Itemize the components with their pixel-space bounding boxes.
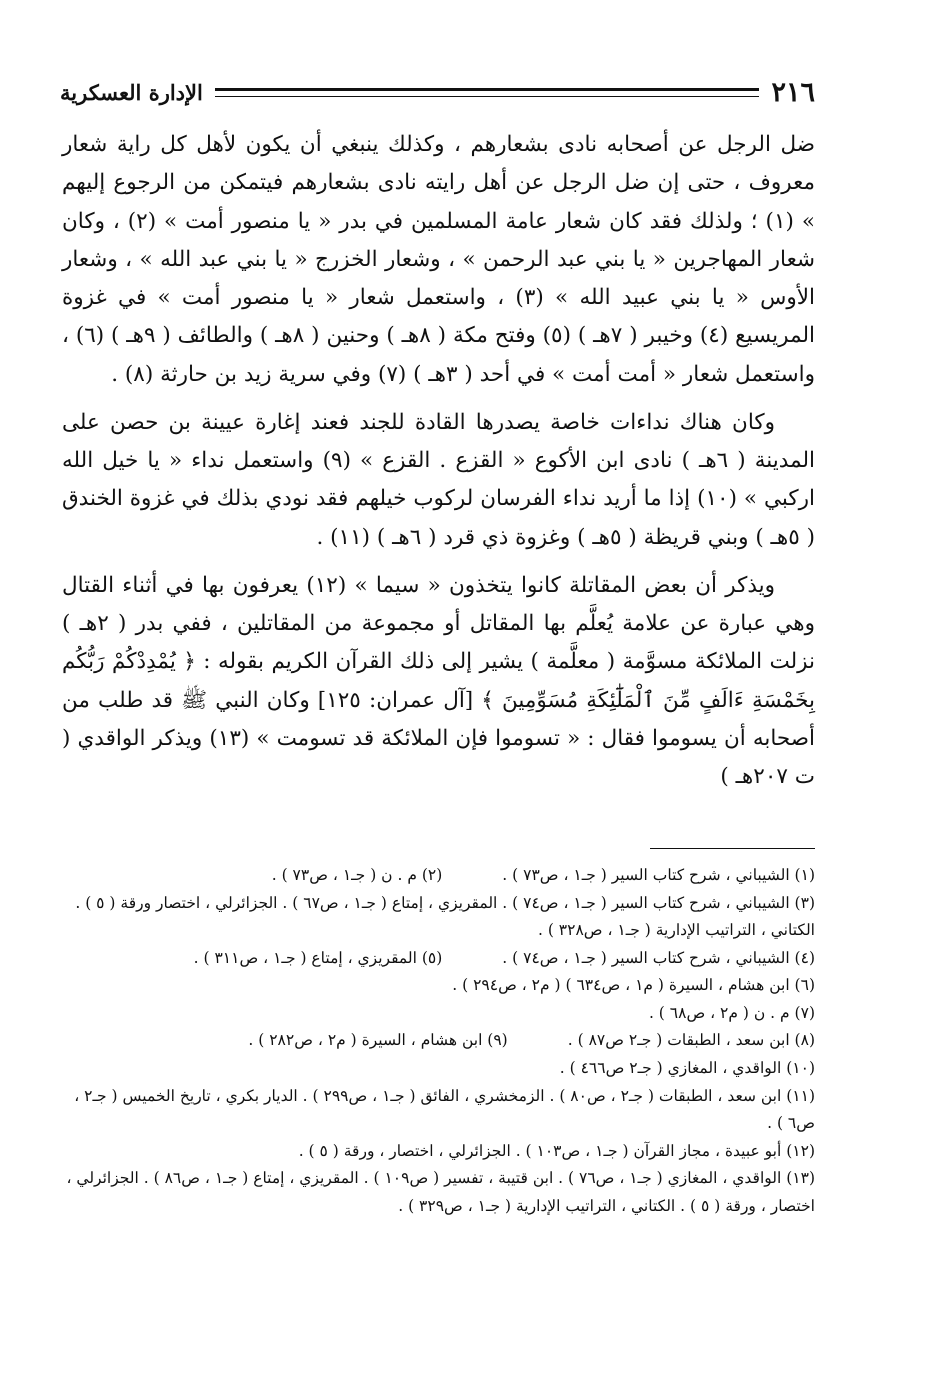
page-header bbox=[60, 72, 815, 112]
footnote: (٥) المقريزي ، إمتاع ( جـ١ ، ص٣١١ ) . bbox=[193, 948, 443, 967]
footnote: (٦) ابن هشام ، السيرة ( م١ ، ص٦٣٤ ) ( م٢ ، ص٢٩٤ ) . bbox=[452, 976, 815, 995]
footnote-row bbox=[58, 945, 815, 973]
footnote-separator bbox=[650, 848, 815, 849]
footnote: (٧) م . ن ( م٢ ، ص٦٨ ) . bbox=[648, 1003, 815, 1022]
footnote-row bbox=[58, 862, 815, 890]
footnote: (٩) ابن هشام ، السيرة ( م٢ ، ص٢٨٢ ) . bbox=[248, 1031, 508, 1050]
paragraph: ضل الرجل عن أصحابه نادى بشعارهم ، وكذلك ينبغي أن يكون لأهل كل راية شعار معروف ، حتى إن ضل الرجل عن أهل رايته نادى بشعارهم فيتمكن من الرجوع إليهم » (١) ؛ ولذلك فقد كان شعار عامة المسلمين في بدر « يا منصور أمت » (٢) ، وكان شعار المهاجرين « يا بني عبد الرحمن » ، وشعار الخزرج « يا بني عبد الله » ، وشعار الأوس « يا بني عبيد الله » (٣) ، واستعمل شعار « يا منصور أمت » في غزوة المريسيع (٤) وخيبر ( ٧هـ ) (٥) وفتح مكة ( ٨هـ ) وحنين ( ٨هـ ) والطائف ( ٩هـ ) (٦) ، واستعمل شعار « أمت أمت » في أحد ( ٣هـ ) (٧) وفي سرية زيد بن حارثة (٨) . bbox=[62, 132, 815, 387]
footnotes bbox=[58, 862, 815, 1221]
main-text bbox=[62, 126, 815, 807]
header-rule bbox=[215, 88, 760, 97]
footnote: (٤) الشيباني ، شرح كتاب السير ( جـ١ ، ص٧٤ ) . bbox=[502, 948, 815, 967]
page-number: ٢١٦ bbox=[771, 76, 815, 108]
footnote: (٢) م . ن ( جـ١ ، ص٧٣ ) . bbox=[271, 866, 443, 884]
running-title: الإدارة العسكرية bbox=[60, 79, 203, 105]
paragraph: وكان هناك نداءات خاصة يصدرها القادة للجند فعند إغارة عيينة بن حصن على المدينة ( ٦هـ ) نادى ابن الأكوع « القزع . القزع » (٩) واستعمل نداء « يا خيل الله اركبي » (١٠) إذا ما أريد نداء الفرسان لركوب خيلهم فقد نودي بذلك في غزوة الخندق ( ٥هـ ) وبني قريظة ( ٥هـ ) وغزوة ذي قرد ( ٦هـ ) (١١) . bbox=[62, 409, 815, 550]
footnote: (١٠) الواقدي ، المغازي ( جـ٢ ص٤٦٦ ) . bbox=[559, 1059, 815, 1078]
footnote: (١) الشيباني ، شرح كتاب السير ( جـ١ ، ص٧٣ ) . bbox=[502, 866, 815, 884]
footnote: (٨) ابن سعد ، الطبقات ( جـ٢ ص٨٧ ) . bbox=[567, 1031, 815, 1050]
footnote: (١١) ابن سعد ، الطبقات ( جـ٢ ، ص٨٠ ) . الزمخشري ، الفائق ( جـ١ ، ص٢٩٩ ) . الديار بكري ، تاريخ الخميس ( جـ٢ ، ص٦ ) . bbox=[74, 1086, 815, 1133]
footnote: (١٣) الواقدي ، المغازي ( جـ١ ، ص٧٦ ) . ابن قتيبة ، تفسير ( ص١٠٩ ) . المقريزي ، إمتاع ( جـ١ ، ص٨٦ ) . الجزائرلي ، اختصار ، ورقة ( ٥ ) . الكتاني ، التراتيب الإدارية ( جـ١ ، ص٣٢٩ ) . bbox=[66, 1169, 815, 1215]
footnote: (٣) الشيباني ، شرح كتاب السير ( جـ١ ، ص٧٤ ) . المقريزي ، إمتاع ( جـ١ ، ص٦٧ ) . الجزائرلي ، اختصار ورقة ( ٥ ) . الكتاني ، التراتيب الإدارية ( جـ١ ، ص٣٢٨ ) . bbox=[75, 893, 815, 940]
footnote: (١٢) أبو عبيدة ، مجاز القرآن ( جـ١ ، ص١٠٣ ) . الجزائرلي ، اختصار ، ورقة ( ٥ ) . bbox=[298, 1141, 815, 1160]
paragraph: ويذكر أن بعض المقاتلة كانوا يتخذون « سيما » (١٢) يعرفون بها في أثناء القتال وهي عبارة عن علامة يُعلَّم بها المقاتل أو مجموعة من المقاتلين ، ففي بدر ( ٢هـ ) نزلت الملائكة مسوَّمة ( معلَّمة ) يشير إلى ذلك القرآن الكريم بقوله : ﴿ يُمْدِدْكُمْ رَبُّكُم بِخَمْسَةِ ءَالَفٍ مِّنَ ٱلْمَلَٰٓئِكَةِ مُسَوِّمِينَ ﴾ [آل عمران: ١٢٥] وكان النبي ﷺ قد طلب من أصحابه أن يسوموا فقال : « تسوموا فإن الملائكة قد تسومت » (١٣) ويذكر الواقدي ( ت ٢٠٧هـ ) bbox=[62, 572, 815, 790]
footnote-row bbox=[58, 1027, 815, 1055]
